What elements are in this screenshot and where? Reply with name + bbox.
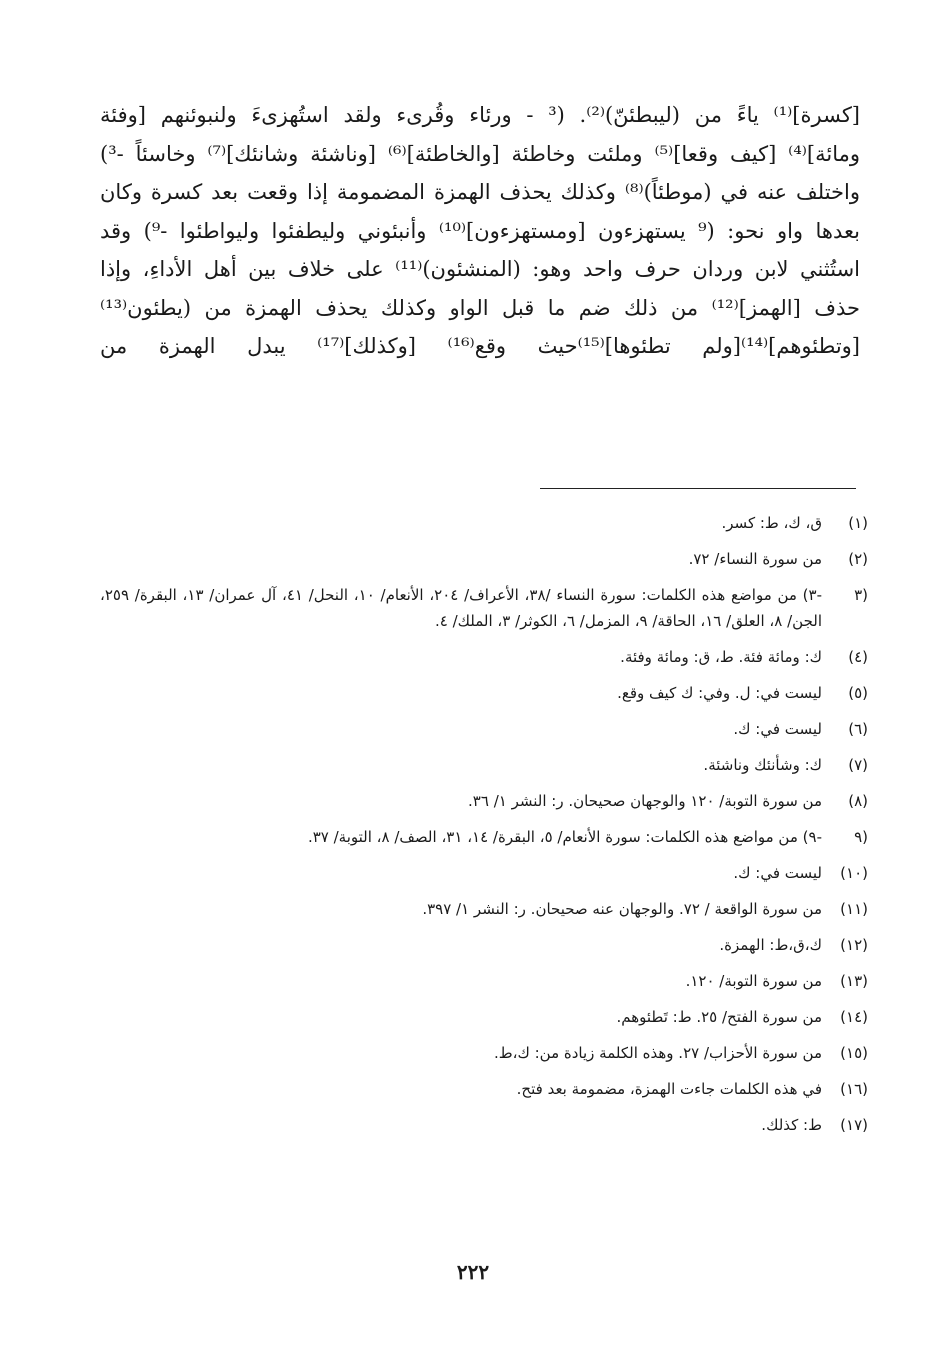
footnote-text: ليست في: ك. (733, 720, 822, 738)
footnote-number: (٧) (848, 756, 868, 774)
main-text-line: بعدها واو نحو: (⁹ يستهزءون [ومستهزءون]⁽¹⁰⁾ وأنبئوني وليطفئوا وليواطئوا -⁹) وقد (100, 218, 860, 243)
footnote-number: (١٧) (840, 1116, 868, 1134)
footnote-number: (٥) (848, 684, 868, 702)
main-text-line: استُثني لابن وردان حرف واحد وهو: (المنشئون)⁽¹¹⁾ على خلاف بين أهل الأداءِ، وإذا (100, 257, 860, 281)
footnote-text: من سورة التوبة/ ١٢٠ والوجهان صحيحان. ر: النشر ١/ ٣٦. (468, 792, 822, 810)
footnote-text: من سورة الفتح/ ٢٥. ط: تَطئوهم. (616, 1008, 822, 1026)
footnote (100, 1004, 868, 1030)
footnote (100, 1112, 868, 1138)
main-text-line: ومائة]⁽⁴⁾ [كيف وقعا]⁽⁵⁾ وملئت وخاطئة [والخاطئة]⁽⁶⁾ [وناشئة وشانئك]⁽⁷⁾ وخاسئاً -³) (100, 141, 860, 166)
footnote-text: -٣) من مواضع هذه الكلمات: سورة النساء /٣٨، الأعراف/ ٢٠٤، الأنعام/ ١٠، النحل/ ٤١، آل عمران/ ١٣، البقرة/ ٢٥٩، الجن/ ٨، العلق/ ١٦، الحاقة/ ٩، المزمل/ ٦، الكوثر/ ٣، الملك/ ٤. (100, 586, 823, 630)
footnote (100, 582, 868, 634)
footnote-text: ك: ومائة فئة. ط، ق: ومائة وفئة. (620, 648, 822, 666)
footnote-number: (٩ (854, 828, 868, 846)
footnote (100, 510, 868, 536)
footnote-text: من سورة النساء/ ٧٢. (688, 550, 822, 568)
footnote-number: (١٢) (840, 936, 868, 954)
footnote (100, 752, 868, 778)
footnote-number: (٢) (848, 550, 868, 568)
page-number: ٢٢٢ (456, 1260, 490, 1284)
main-text-line: حذف [الهمز]⁽¹²⁾ من ذلك ضم ما قبل الواو وكذلك يحذف الهمزة من (يطئون⁽¹³⁾ (100, 295, 860, 320)
footnote (100, 1076, 868, 1102)
footnote-text: من سورة الأحزاب/ ٢٧. وهذه الكلمة زيادة من: ك،ط. (494, 1044, 822, 1062)
footnote-number: (٦) (848, 720, 868, 738)
footnote (100, 896, 868, 922)
footnote-text: من سورة التوبة/ ١٢٠. (685, 972, 822, 990)
footnote (100, 824, 868, 850)
footnote (100, 546, 868, 572)
footnote (100, 1040, 868, 1066)
footnote-number: (١٤) (840, 1008, 868, 1026)
footnote (100, 716, 868, 742)
footnote (100, 932, 868, 958)
main-text-line: [كسرة]⁽¹⁾ ياءً من (ليبطئنّ)⁽²⁾. (³ - ورئاء وقُرىء ولقد استُهزىءَ ولنبوئنهم [وفئة (100, 103, 860, 127)
footnote (100, 860, 868, 886)
footnote-text: من سورة الواقعة / ٧٢. والوجهان عنه صحيحان. ر: النشر ١/ ٣٩٧. (422, 900, 822, 918)
footnote-text: ليست في: ل. وفي: ك كيف وقع. (617, 684, 822, 702)
footnote-number: (٨) (848, 792, 868, 810)
main-text-line: [وتطئوهم]⁽¹⁴⁾[ولم تطئوها]⁽¹⁵⁾حيث وقع⁽¹⁶⁾ [وكذلك]⁽¹⁷⁾ يبدل الهمزة من (100, 334, 860, 358)
footnote (100, 788, 868, 814)
footnote-text: ليست في: ك. (733, 864, 822, 882)
footnote-text: ك،ق،ط: الهمزة. (719, 936, 822, 954)
footnote-number: (١٥) (840, 1044, 868, 1062)
footnote-divider (540, 488, 856, 489)
footnote (100, 644, 868, 670)
footnotes-list (100, 510, 868, 1148)
footnote-number: (٤) (848, 648, 868, 666)
main-text-line: واختلف عنه في (موطئاً)⁽⁸⁾ وكذلك يحذف الهمزة المضمومة إذا وقعت بعد كسرة وكان (100, 180, 860, 204)
footnote-text: ك: وشأنئك وناشئة. (703, 756, 822, 774)
footnote-number: (١١) (840, 900, 868, 918)
footnote-number: (١) (848, 514, 868, 532)
footnote-number: (٣ (854, 586, 868, 604)
footnote (100, 680, 868, 706)
footnote-number: (١٣) (840, 972, 868, 990)
footnote-number: (١٠) (840, 864, 868, 882)
footnote-text: في هذه الكلمات جاءت الهمزة، مضمومة بعد فتح. (516, 1080, 822, 1098)
footnote-number: (١٦) (840, 1080, 868, 1098)
main-text-block (100, 96, 860, 366)
footnote-text: ط: كذلك. (761, 1116, 822, 1134)
footnote-text: ق، ك، ط: كسر. (721, 514, 822, 532)
footnote-text: -٩) من مواضع هذه الكلمات: سورة الأنعام/ ٥، البقرة/ ١٤، ٣١، الصف/ ٨، التوبة/ ٣٧. (307, 828, 822, 846)
footnote (100, 968, 868, 994)
